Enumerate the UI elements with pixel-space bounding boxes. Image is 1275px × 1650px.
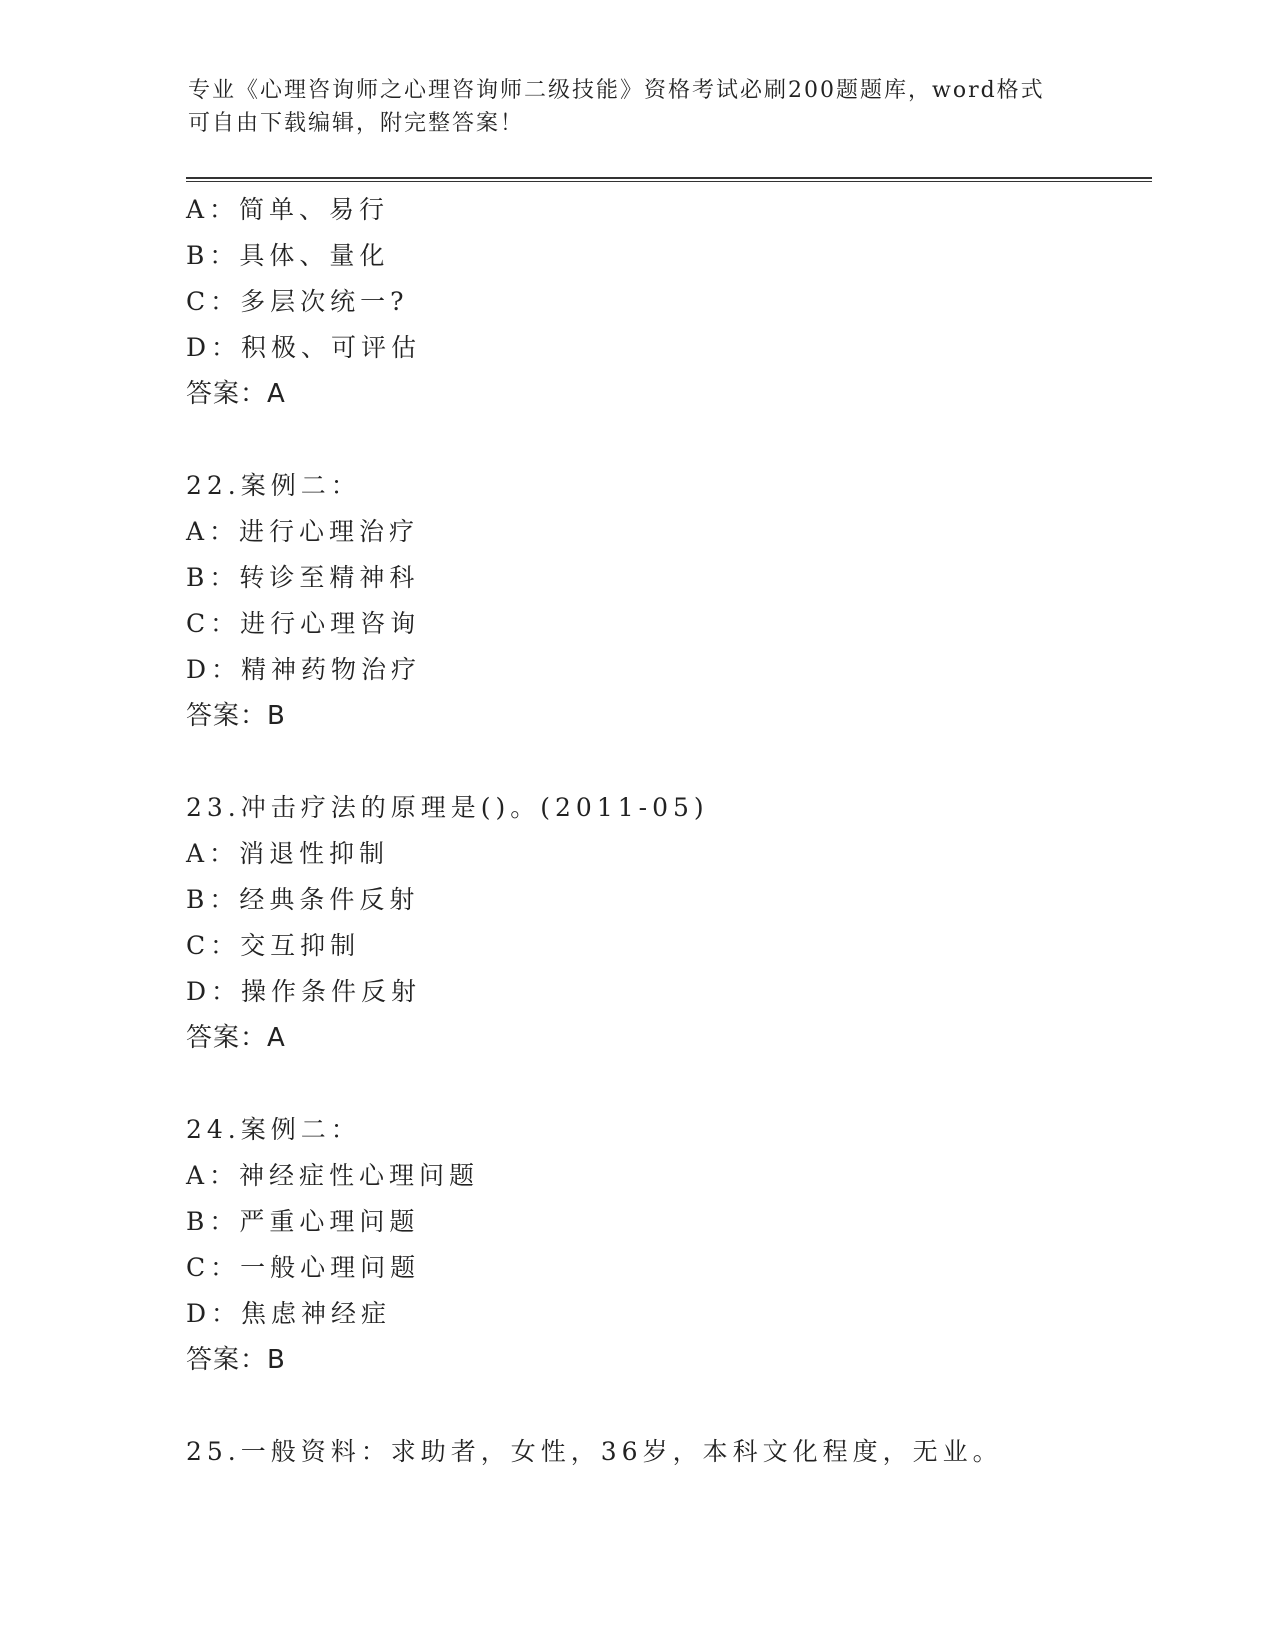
option-b: B：具体、量化: [186, 241, 390, 270]
question-title: 24.案例二：: [186, 1115, 361, 1144]
option-a: A：消退性抑制: [186, 839, 390, 868]
option-d: D：积极、可评估: [186, 333, 422, 362]
answer: 答案：A: [186, 1023, 286, 1053]
answer: 答案：B: [186, 1345, 286, 1375]
header-line-2: 可自由下载编辑，附完整答案！: [188, 111, 525, 136]
option-c: C：进行心理咨询: [186, 609, 421, 638]
option-a: A：简单、易行: [186, 195, 390, 224]
spacer: [186, 739, 1146, 785]
document-header: [188, 74, 1088, 140]
question-block: [186, 1429, 1146, 1475]
question-list: [186, 187, 1146, 1475]
question-block: [186, 1107, 1146, 1383]
question-block: [186, 187, 1146, 417]
question-title: 23.冲击疗法的原理是()。(2011-05): [186, 793, 709, 822]
option-c: C：一般心理问题: [186, 1253, 421, 1282]
option-d: D：操作条件反射: [186, 977, 422, 1006]
option-a: A：神经症性心理问题: [186, 1161, 480, 1190]
option-b: B：严重心理问题: [186, 1207, 420, 1236]
question-block: [186, 463, 1146, 739]
option-a: A：进行心理治疗: [186, 517, 420, 546]
option-d: D：焦虑神经症: [186, 1299, 392, 1328]
answer: 答案：B: [186, 701, 286, 731]
spacer: [186, 417, 1146, 463]
spacer: [186, 1383, 1146, 1429]
header-divider: [186, 177, 1152, 182]
option-c: C：多层次统一?: [186, 287, 409, 316]
question-title: 22.案例二：: [186, 471, 361, 500]
answer: 答案：A: [186, 379, 286, 409]
question-title: 25.一般资料：求助者，女性，36岁，本科文化程度，无业。: [186, 1437, 1003, 1466]
option-d: D：精神药物治疗: [186, 655, 422, 684]
option-b: B：经典条件反射: [186, 885, 420, 914]
question-block: [186, 785, 1146, 1061]
option-c: C：交互抑制: [186, 931, 361, 960]
option-b: B：转诊至精神科: [186, 563, 420, 592]
spacer: [186, 1061, 1146, 1107]
header-line-1: 专业《心理咨询师之心理咨询师二级技能》资格考试必刷200题题库，word格式: [188, 78, 1045, 103]
